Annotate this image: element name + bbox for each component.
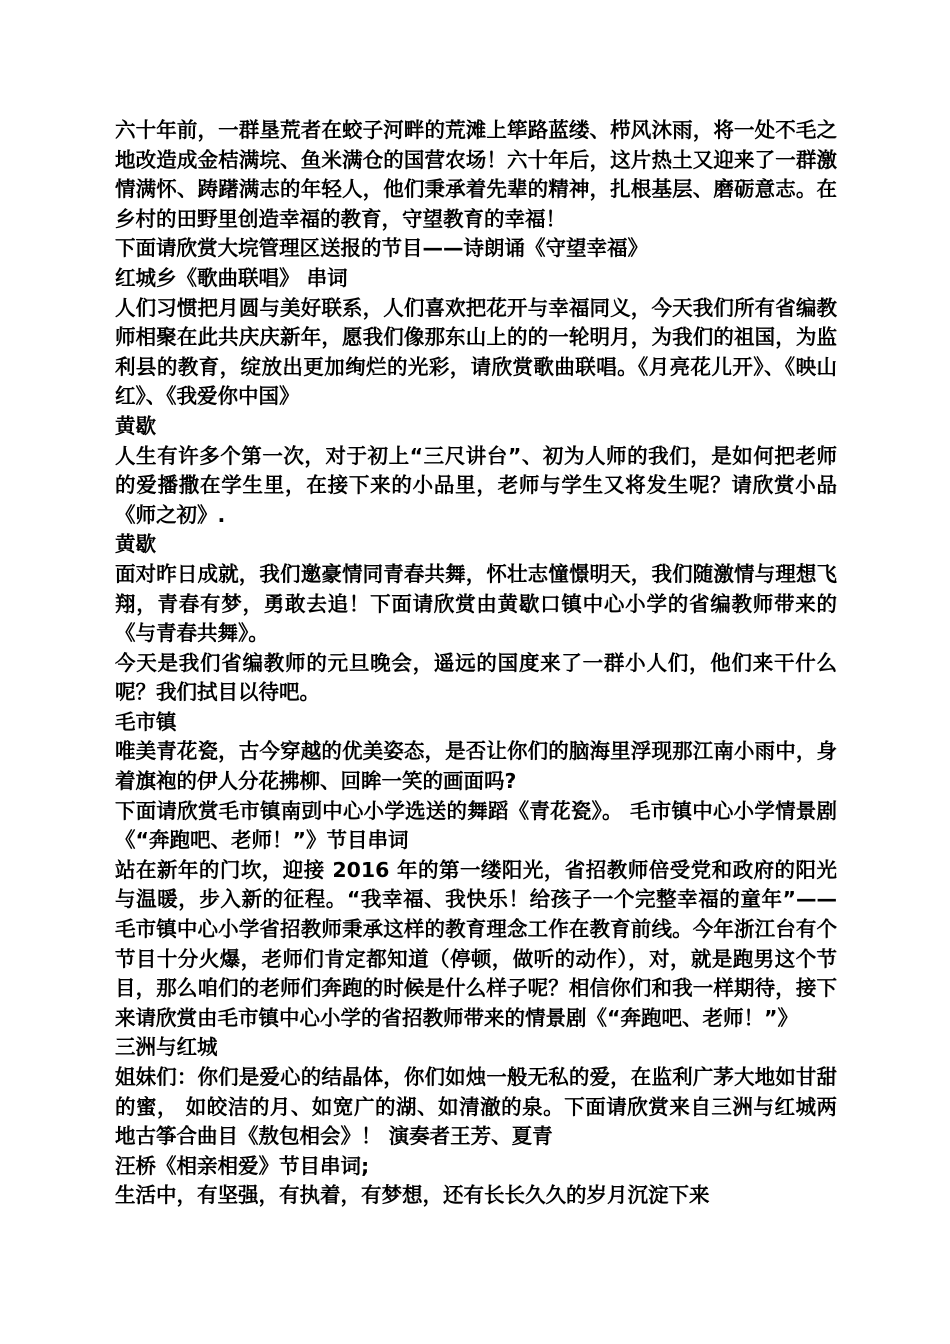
paragraph-poem-intro: 下面请欣赏大垸管理区送报的节目——诗朗诵《守望幸福》: [115, 236, 648, 261]
paragraph-skit-intro: 人生有许多个第一次，对于初上“三尺讲台”、初为人师的我们，是如何把老师的爱播撒在学生里，在接下来的小品里，老师与学生又将发生呢？请欣赏小品《师之初》.: [115, 443, 837, 527]
paragraph-heading-sanzhou: 三洲与红城: [115, 1035, 218, 1060]
paragraph-life: 生活中，有坚强，有执着，有梦想，还有长长久久的岁月沉淀下来: [115, 1183, 710, 1208]
paragraph-heading-huangxie-1: 黄歇: [115, 413, 156, 438]
paragraph-little-people: 今天是我们省编教师的元旦晚会，遥远的国度来了一群小人们，他们来干什么呢？我们拭目以待吧。: [115, 650, 837, 705]
paragraph-heading-huangxie-2: 黄歇: [115, 532, 156, 557]
paragraph-heading-wangqiao: 汪桥《相亲相爱》节目串词;: [115, 1153, 370, 1178]
document-body: [115, 116, 837, 1211]
paragraph-song-medley: 人们习惯把月圆与美好联系，人们喜欢把花开与幸福同义，今天我们所有省编教师相聚在此共庆庆新年，愿我们像那东山上的的一轮明月，为我们的祖国，为监利县的教育，绽放出更加绚烂的光彩，请欣赏歌曲联唱。《月亮花儿开》、《映山红》、《我爱你中国》: [115, 295, 837, 409]
paragraph-running-teacher: 站在新年的门坎，迎接 2016 年的第一缕阳光，省招教师倍受党和政府的阳光与温暖，步入新的征程。“我幸福、我快乐！给孩子一个完整幸福的童年”——毛市镇中心小学省招教师秉承这样的教育理念工作在教育前线。今年浙江台有个节目十分火爆，老师们肯定都知道（停顿，做听的动作），对，就是跑男这个节目，那么咱们的老师们奔跑的时候是什么样子呢？相信你们和我一样期待，接下来请欣赏由毛市镇中心小学的省招教师带来的情景剧《“奔跑吧、老师！”》: [115, 857, 837, 1030]
paragraph-porcelain: 唯美青花瓷，古今穿越的优美姿态，是否让你们的脑海里浮现那江南小雨中，身着旗袍的伊人分花拂柳、回眸一笑的画面吗?: [115, 739, 837, 794]
paragraph-heading-maoshi: 毛市镇: [115, 709, 177, 734]
paragraph-intro-farm: 六十年前，一群垦荒者在蛟子河畔的荒滩上筚路蓝缕、栉风沐雨，将一处不毛之地改造成金桔满垸、鱼米满仓的国营农场！六十年后，这片热土又迎来了一群激情满怀、踌躇满志的年轻人，他们秉承着先辈的精神，扎根基层、磨砺意志。在乡村的田野里创造幸福的教育，守望教育的幸福！: [115, 118, 837, 231]
paragraph-youth-dance: 面对昨日成就，我们邀豪情同青春共舞，怀壮志憧憬明天，我们随激情与理想飞翔，青春有梦，勇敢去追！下面请欣赏由黄歇口镇中心小学的省编教师带来的《与青春共舞》。: [115, 561, 837, 646]
paragraph-guzheng: 姐妹们：你们是爱心的结晶体，你们如烛一般无私的爱，在监利广茅大地如甘甜的蜜， 如皎洁的月、如宽广的湖、如清澈的泉。下面请欣赏来自三洲与红城两地古筝合曲目《敖包相会》！ 演奏者王芳、夏青: [115, 1065, 837, 1149]
paragraph-porcelain-dance: 下面请欣赏毛市镇南剅中心小学选送的舞蹈《青花瓷》。 毛市镇中心小学情景剧《“奔跑吧、老师！”》节目串词: [115, 798, 837, 853]
paragraph-heading-hongcheng: 红城乡《歌曲联唱》 串词: [115, 265, 348, 290]
